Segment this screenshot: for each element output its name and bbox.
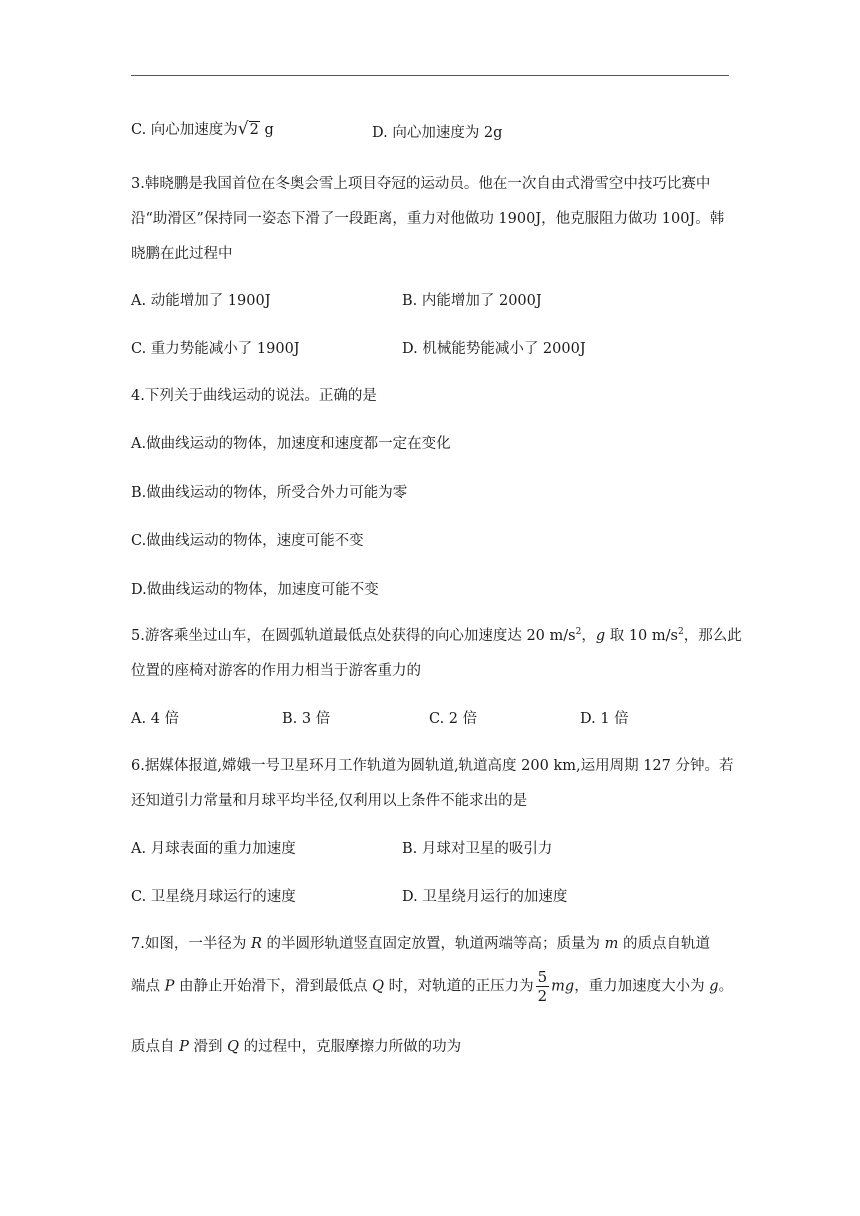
q7-symbol-m: m <box>604 936 619 952</box>
q5-option-d: D. 1 倍 <box>580 711 629 727</box>
q6-stem-line1: 6.据媒体报道,嫦娥一号卫星环月工作轨道为圆轨道,轨道高度 200 km,运用周期 127 分钟。若 <box>131 758 734 774</box>
q7-stem-line2 <box>131 968 733 1005</box>
q2-option-c <box>131 118 274 139</box>
sqrt-radicand: 2 <box>249 122 259 138</box>
q4-stem: 4.下列关于曲线运动的说法。正确的是 <box>131 388 377 404</box>
q5-symbol-g: g <box>595 628 606 644</box>
q7-symbol-g: g <box>709 978 719 995</box>
q7-text: 的过程中，克服摩擦力所做的功为 <box>238 1039 462 1055</box>
q5-text-a: 5.游客乘坐过山车，在圆弧轨道最低点处获得的向心加速度达 20 m/s <box>131 628 576 644</box>
q7-text: 质点自 <box>131 1039 180 1055</box>
q3-stem-line2: 沿“助滑区”保持同一姿态下滑了一段距离，重力对他做功 1900J，他克服阻力做功 100J。韩 <box>131 211 725 227</box>
q6-stem-line2: 还知道引力常量和月球平均半径,仅利用以上条件不能求出的是 <box>131 793 528 809</box>
q7-symbol-R: R <box>250 936 262 952</box>
q2-option-d: D. 向心加速度为 2g <box>372 125 503 141</box>
q7-symbol-P: P <box>179 1039 189 1055</box>
q5-superscript-1: 2 <box>575 627 582 638</box>
q7-symbol-Q: Q <box>227 1039 239 1055</box>
q5-option-a: A. 4 倍 <box>131 711 180 727</box>
q6-option-c: C. 卫星绕月球运行的速度 <box>131 889 296 905</box>
q7-text: 的质点自轨道 <box>618 936 710 952</box>
q3-stem-line3: 晓鹏在此过程中 <box>131 246 233 262</box>
q2-option-c-prefix: C. 向心加速度为 <box>131 122 238 138</box>
q5-text-b: 取 10 m/s <box>605 628 678 644</box>
q2-option-c-suffix: g <box>259 122 274 138</box>
q5-stem-line2: 位置的座椅对游客的作用力相当于游客重力的 <box>131 663 421 679</box>
q6-option-d: D. 卫星绕月运行的加速度 <box>402 889 568 905</box>
q5-comma: ， <box>581 628 596 644</box>
q6-option-b: B. 月球对卫星的吸引力 <box>402 841 553 857</box>
q4-option-b: B.做曲线运动的物体，所受合外力可能为零 <box>131 485 408 501</box>
header-rule <box>131 75 729 76</box>
q7-text: 由静止开始滑下，滑到最低点 <box>174 978 373 995</box>
q3-stem-line1: 3.韩晓鹏是我国首位在冬奥会雪上项目夺冠的运动员。他在一次自由式滑雪空中技巧比赛中 <box>131 176 711 192</box>
q5-text-c: ，那么此 <box>683 628 742 644</box>
q7-text: 。 <box>718 978 734 995</box>
fraction-denominator: 2 <box>537 987 548 1005</box>
fraction-numerator: 5 <box>537 968 548 986</box>
q7-stem-line1 <box>131 932 710 953</box>
q3-option-b: B. 内能增加了 2000J <box>402 293 542 309</box>
q5-stem-line1 <box>131 624 742 645</box>
sqrt-symbol: √2 <box>237 119 259 139</box>
q7-symbol-P: P <box>164 978 175 995</box>
q4-option-a: A.做曲线运动的物体，加速度和速度都一定在变化 <box>131 436 451 452</box>
q7-stem-line3 <box>131 1035 461 1056</box>
q3-option-c: C. 重力势能减小了 1900J <box>131 341 300 357</box>
q5-option-b: B. 3 倍 <box>282 711 331 727</box>
q7-text: 7.如图，一半径为 <box>131 936 251 952</box>
q4-option-d: D.做曲线运动的物体，加速度可能不变 <box>131 582 379 598</box>
q7-symbol-mg: mg <box>551 978 575 995</box>
q7-symbol-Q: Q <box>372 978 384 995</box>
q3-option-a: A. 动能增加了 1900J <box>131 293 271 309</box>
q7-text: 端点 <box>131 978 165 995</box>
q7-text: 滑到 <box>188 1039 228 1055</box>
fraction-five-halves <box>536 968 550 1005</box>
q6-option-a: A. 月球表面的重力加速度 <box>131 841 296 857</box>
q7-text: 时，对轨道的正压力为 <box>383 978 534 995</box>
q4-option-c: C.做曲线运动的物体，速度可能不变 <box>131 533 364 549</box>
q5-option-c: C. 2 倍 <box>429 711 478 727</box>
q5-superscript-2: 2 <box>677 627 684 638</box>
q3-option-d: D. 机械能势能减小了 2000J <box>402 341 586 357</box>
q7-text: 的半圆形轨道竖直固定放置，轨道两端等高；质量为 <box>261 936 605 952</box>
q7-text: ，重力加速度大小为 <box>574 978 710 995</box>
